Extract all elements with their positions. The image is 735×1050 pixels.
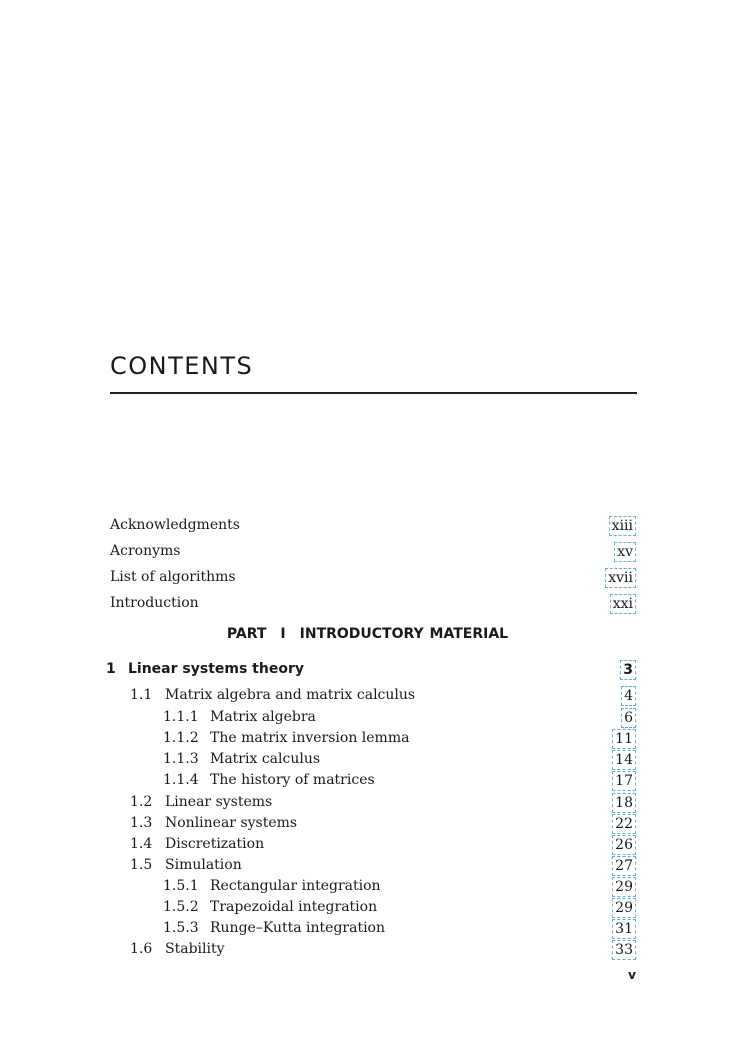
toc-entry-label: Acknowledgments <box>110 517 240 533</box>
toc-section[interactable] <box>0 794 735 814</box>
chapter-title: Linear systems theory <box>128 661 304 677</box>
toc-entry-label: Introduction <box>110 595 199 611</box>
toc-entry-label: List of algorithms <box>110 569 236 585</box>
part-word: PART <box>226 626 267 642</box>
part-title: INTRODUCTORY MATERIAL <box>299 626 509 642</box>
section-title: Nonlinear systems <box>165 815 298 831</box>
section-number: 1.2 <box>130 794 153 810</box>
section-number: 1.5.1 <box>163 878 199 894</box>
title-rule <box>110 392 637 394</box>
section-title: Runge–Kutta integration <box>210 920 385 936</box>
section-title: The history of matrices <box>210 772 375 788</box>
toc-subsection[interactable] <box>0 878 735 898</box>
section-title: The matrix inversion lemma <box>210 730 410 746</box>
section-title: Stability <box>165 941 225 957</box>
section-number: 1.1.2 <box>163 730 199 746</box>
section-number: 1.5 <box>130 857 153 873</box>
chapter-number: 1 <box>106 661 116 677</box>
section-number: 1.1 <box>130 687 153 703</box>
toc-subsection[interactable] <box>0 751 735 771</box>
toc-page-link[interactable]: 33 <box>612 940 636 960</box>
toc-chapter-1[interactable] <box>0 661 735 681</box>
toc-page-link[interactable]: xv <box>614 542 636 562</box>
section-title: Rectangular integration <box>210 878 381 894</box>
toc-subsection[interactable] <box>0 709 735 729</box>
toc-section[interactable] <box>0 941 735 961</box>
toc-entry-label: Acronyms <box>110 543 181 559</box>
toc-entry-acronyms[interactable] <box>0 543 735 563</box>
section-title: Matrix calculus <box>210 751 321 767</box>
section-title: Linear systems <box>165 794 273 810</box>
toc-page-link[interactable]: 29 <box>612 898 636 918</box>
toc-subsection[interactable] <box>0 730 735 750</box>
toc-section[interactable] <box>0 687 735 707</box>
toc-page-link[interactable]: 27 <box>612 856 636 876</box>
toc-page-link[interactable]: 17 <box>612 771 636 791</box>
part-number: I <box>280 626 286 642</box>
toc-page-link[interactable]: 3 <box>620 660 636 680</box>
toc-page-link[interactable]: 6 <box>621 708 636 728</box>
section-number: 1.6 <box>130 941 153 957</box>
section-number: 1.5.3 <box>163 920 199 936</box>
toc-page-link[interactable]: 18 <box>612 793 636 813</box>
toc-entry-list-of-algorithms[interactable] <box>0 569 735 589</box>
toc-page-link[interactable]: 14 <box>612 750 636 770</box>
toc-page-link[interactable]: 31 <box>612 919 636 939</box>
toc-section[interactable] <box>0 815 735 835</box>
toc-entry-acknowledgments[interactable] <box>0 517 735 537</box>
toc-page-link[interactable]: 29 <box>612 877 636 897</box>
section-number: 1.3 <box>130 815 153 831</box>
toc-page-link[interactable]: xvii <box>605 568 636 588</box>
section-number: 1.1.3 <box>163 751 199 767</box>
toc-page-link[interactable]: xxi <box>610 594 636 614</box>
toc-page-link[interactable]: 26 <box>612 835 636 855</box>
part-heading <box>0 626 735 642</box>
toc-subsection[interactable] <box>0 920 735 940</box>
toc-section[interactable] <box>0 836 735 856</box>
section-number: 1.1.4 <box>163 772 199 788</box>
section-title: Discretization <box>165 836 265 852</box>
toc-subsection[interactable] <box>0 899 735 919</box>
toc-entry-introduction[interactable] <box>0 595 735 615</box>
section-title: Matrix algebra <box>210 709 316 725</box>
toc-section[interactable] <box>0 857 735 877</box>
page-number: v <box>628 968 636 982</box>
toc-subsection[interactable] <box>0 772 735 792</box>
section-number: 1.5.2 <box>163 899 199 915</box>
section-title: Matrix algebra and matrix calculus <box>165 687 416 703</box>
section-title: Trapezoidal integration <box>210 899 378 915</box>
section-number: 1.4 <box>130 836 153 852</box>
toc-page-link[interactable]: xiii <box>609 516 636 536</box>
toc-page-link[interactable]: 22 <box>612 814 636 834</box>
page-title: CONTENTS <box>110 352 254 380</box>
section-number: 1.1.1 <box>163 709 199 725</box>
toc-page-link[interactable]: 4 <box>621 686 636 706</box>
toc-page-link[interactable]: 11 <box>612 729 636 749</box>
section-title: Simulation <box>165 857 242 873</box>
